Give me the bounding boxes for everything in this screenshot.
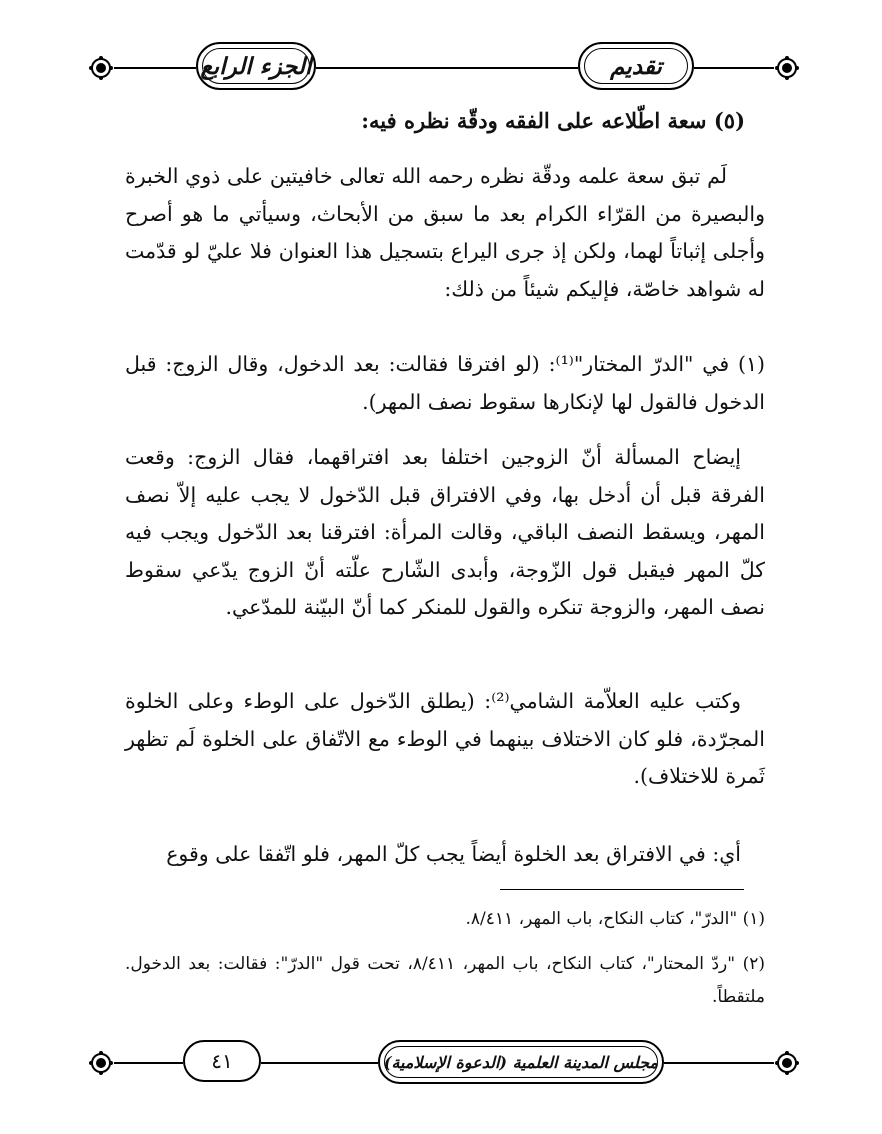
header-rule-middle [316,67,578,69]
paragraph-continuation: أي: في الافتراق بعد الخلوة أيضاً يجب كلّ المهر، فلو اتّفقا على وقوع [166,842,741,866]
footer-rule-middle [261,1062,378,1064]
paragraph-intro: لَم تبق سعة علمه ودقّة نظره رحمه الله تعالى خافيتين على ذوي الخبرة والبصيرة من القرّاء الكرام بعد ما سبق من الأبحاث، وسيأتي ما هو أصرح وأجلى إثباتاً لهما، ولكن إذ جرى اليراع بتسجيل هذا العنوان فلا عليّ لو قدّمت له شواهد خاصّة، فإليكم شيئاً من ذلك: [125,164,765,301]
header-rule-left [114,67,196,69]
floral-ornament-icon [774,1050,800,1076]
footer-rule-right [664,1062,774,1064]
footnote-separator [500,889,744,890]
page-footer [88,1040,800,1086]
section-heading: (٥) سعة اطّلاعه على الفقه ودقّة نظره فيه: [361,108,745,133]
publisher-label: مجلس المدينة العلمية (الدعوة الإسلامية) [383,1052,659,1072]
section-label: تقديم [610,52,662,80]
part-label: الجزء الرابع [200,52,312,80]
footnote-1: (١) "الدرّ"، كتاب النكاح، باب المهر، ٨/٤١١. [465,909,765,929]
page-header [88,38,800,94]
paragraph-explanation: إيضاح المسألة أنّ الزوجين اختلفا بعد افتراقهما، فقال الزوج: وقعت الفرقة قبل أن أدخل بها، وفي الافتراق قبل الدّخول لا يجب عليه إلاّ نصف المهر، ويسقط النصف الباقي، وقالت المرأة: افترقنا بعد الدّخول ويجب فيه كلّ المهر فيقبل قول الزّوجة، وأبدى الشّارح علّته أنّ الزوج يدّعي سقوط نصف المهر، والزوجة تنكره والقول للمنكر كما أنّ البيّنة للمدّعي. [125,445,765,619]
publisher-cartouche [378,1040,664,1084]
page-number: ٤١ [183,1040,261,1082]
footnote-2: (٢) "ردّ المحتار"، كتاب النكاح، باب المهر، ٨/٤١١، تحت قول "الدرّ": فقالت: بعد الدخول. ملتقطاً. [125,954,765,1007]
paragraph-shami: وكتب عليه العلاّمة الشامي⁽²⁾: (يطلق الدّخول على الوطء وعلى الخلوة المجرّدة، فلو كان الاختلاف بينهما في الوطء مع الاتّفاق على الخلوة لَم تظهر ثَمرة للاختلاف). [125,689,765,788]
floral-ornament-icon [88,55,114,81]
floral-ornament-icon [774,55,800,81]
section-cartouche [578,42,694,90]
footer-rule-left [114,1062,183,1064]
header-rule-right [694,67,774,69]
floral-ornament-icon [88,1050,114,1076]
part-cartouche [196,42,316,90]
paragraph-quote-durr: (١) في "الدرّ المختار"⁽¹⁾: (لو افترقا فقالت: بعد الدخول، وقال الزوج: قبل الدخول فالقول لها لإنكارها سقوط نصف المهر). [125,352,765,414]
